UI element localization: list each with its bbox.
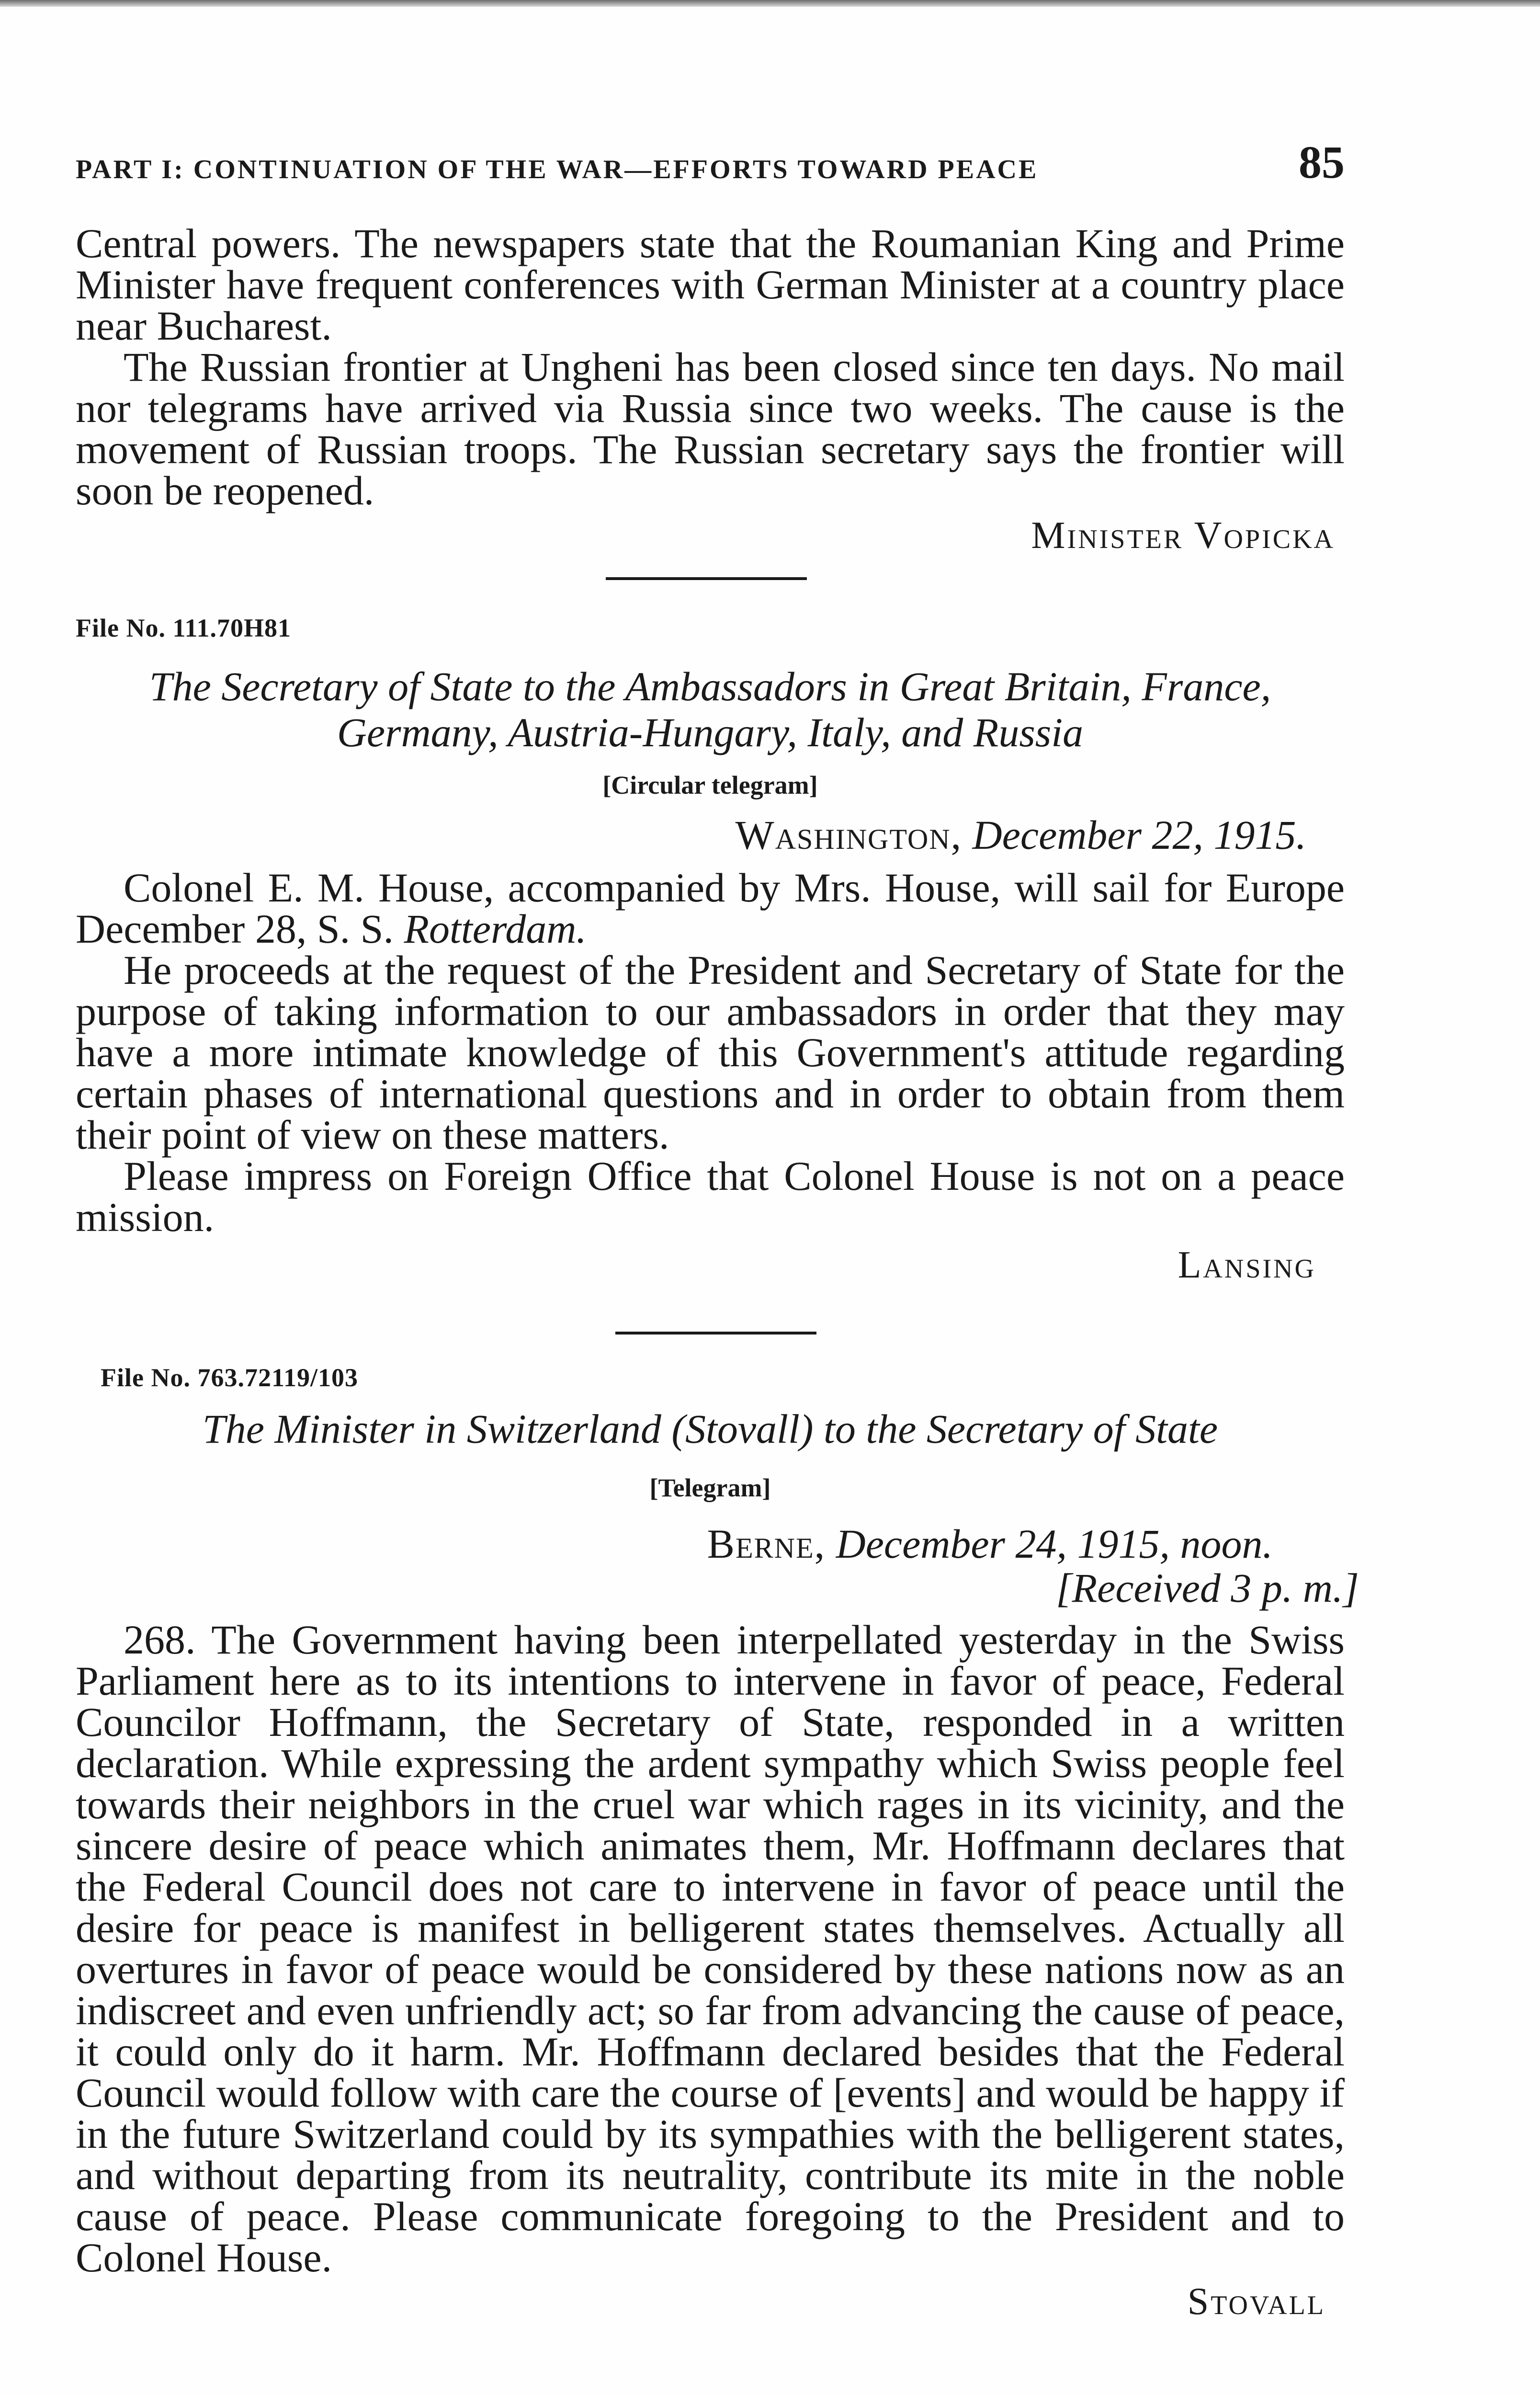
section-divider bbox=[615, 1332, 816, 1334]
telegram-type: [Telegram] bbox=[649, 1473, 771, 1502]
ship-name: Rotterdam. bbox=[404, 906, 587, 952]
dateline-date: December 22, 1915. bbox=[972, 812, 1306, 858]
document-heading bbox=[76, 1406, 1345, 1452]
section-stovall bbox=[76, 1619, 1345, 2322]
section-vopicka bbox=[76, 220, 1345, 557]
signature-vopicka: Minister Vopicka bbox=[1031, 514, 1335, 557]
document-heading bbox=[76, 663, 1345, 755]
scan-edge bbox=[0, 0, 1540, 7]
signature-lansing: Lansing bbox=[1178, 1244, 1316, 1286]
file-number: File No. 111.70H81 bbox=[76, 614, 291, 642]
heading-line: Germany, Austria-Hungary, Italy, and Russia bbox=[337, 709, 1084, 755]
paragraph bbox=[76, 865, 1345, 952]
heading-line: The Secretary of State to the Ambassadors in Great Britain, France, bbox=[149, 663, 1271, 709]
running-head-title: PART I: CONTINUATION OF THE WAR—EFFORTS TOWARD PEACE bbox=[76, 155, 1039, 184]
paragraph: The Russian frontier at Ungheni has been closed since ten days. No mail nor telegrams have arrived via Russia since two weeks. The cause is the movement of Russian troops. The Russian secretary says the frontier will soon be reopened. bbox=[76, 344, 1345, 513]
heading-line: The Minister in Switzerland (Stovall) to the Secretary of State bbox=[202, 1406, 1218, 1452]
signature-stovall: Stovall bbox=[1187, 2281, 1325, 2323]
telegram-type: [Circular telegram] bbox=[602, 771, 818, 799]
paragraph: 268. The Government having been interpellated yesterday in the Swiss Parliament here as to its intentions to intervene in favor of peace, Federal Councilor Hoffmann, the Secretary of State, responded in a written declaration. While expressing the ardent sympathy which Swiss people feel towards their neighbors in the cruel war which rages in its vicinity, and the sincere desire of peace which animates them, Mr. Hoffmann declares that the Federal Council does not care to intervene in favor of peace until the desire for peace is manifest in belligerent states themselves. Actually all overtures in favor of peace would be considered by these nations now as an indiscreet and even unfriendly act; so far from advancing the cause of peace, it could only do it harm. Mr. Hoffmann declared besides that the Federal Council would follow with care the course of [events] and would be happy if in the future Switzerland could by its sympathies with the belligerent states, and without departing from its neutrality, contribute its mite in the noble cause of peace. Please communicate foregoing to the President and to Colonel House. bbox=[76, 1617, 1345, 2281]
page-number: 85 bbox=[1299, 137, 1345, 188]
paragraph: He proceeds at the request of the President and Secretary of State for the purpose of taking information to our ambassadors in order that they may have a more intimate knowledge of this Government's attitude regarding certain phases of international questions and in order to obtain from them their point of view on these matters. bbox=[76, 947, 1345, 1158]
paragraph: Please impress on Foreign Office that Colonel House is not on a peace mission. bbox=[76, 1153, 1345, 1240]
running-head bbox=[76, 137, 1345, 191]
dateline bbox=[76, 812, 1306, 858]
section-lansing bbox=[76, 867, 1345, 1286]
received-note: [Received 3 p. m.] bbox=[1056, 1565, 1359, 1611]
dateline-place: Washington, bbox=[735, 812, 962, 858]
section-divider bbox=[606, 577, 807, 580]
dateline bbox=[76, 1521, 1273, 1567]
paragraph-text: Colonel E. M. House, accompanied by Mrs. House, will sail for Europe December 28, S. S. bbox=[76, 865, 1345, 952]
paragraph: Central powers. The newspapers state that the Roumanian King and Prime Minister have frequent conferences with German Minister at a country place near Bucharest. bbox=[76, 220, 1345, 349]
dateline-date: December 24, 1915, noon. bbox=[836, 1521, 1273, 1567]
file-number: File No. 763.72119/103 bbox=[101, 1363, 358, 1392]
dateline-place: Berne, bbox=[707, 1521, 826, 1567]
